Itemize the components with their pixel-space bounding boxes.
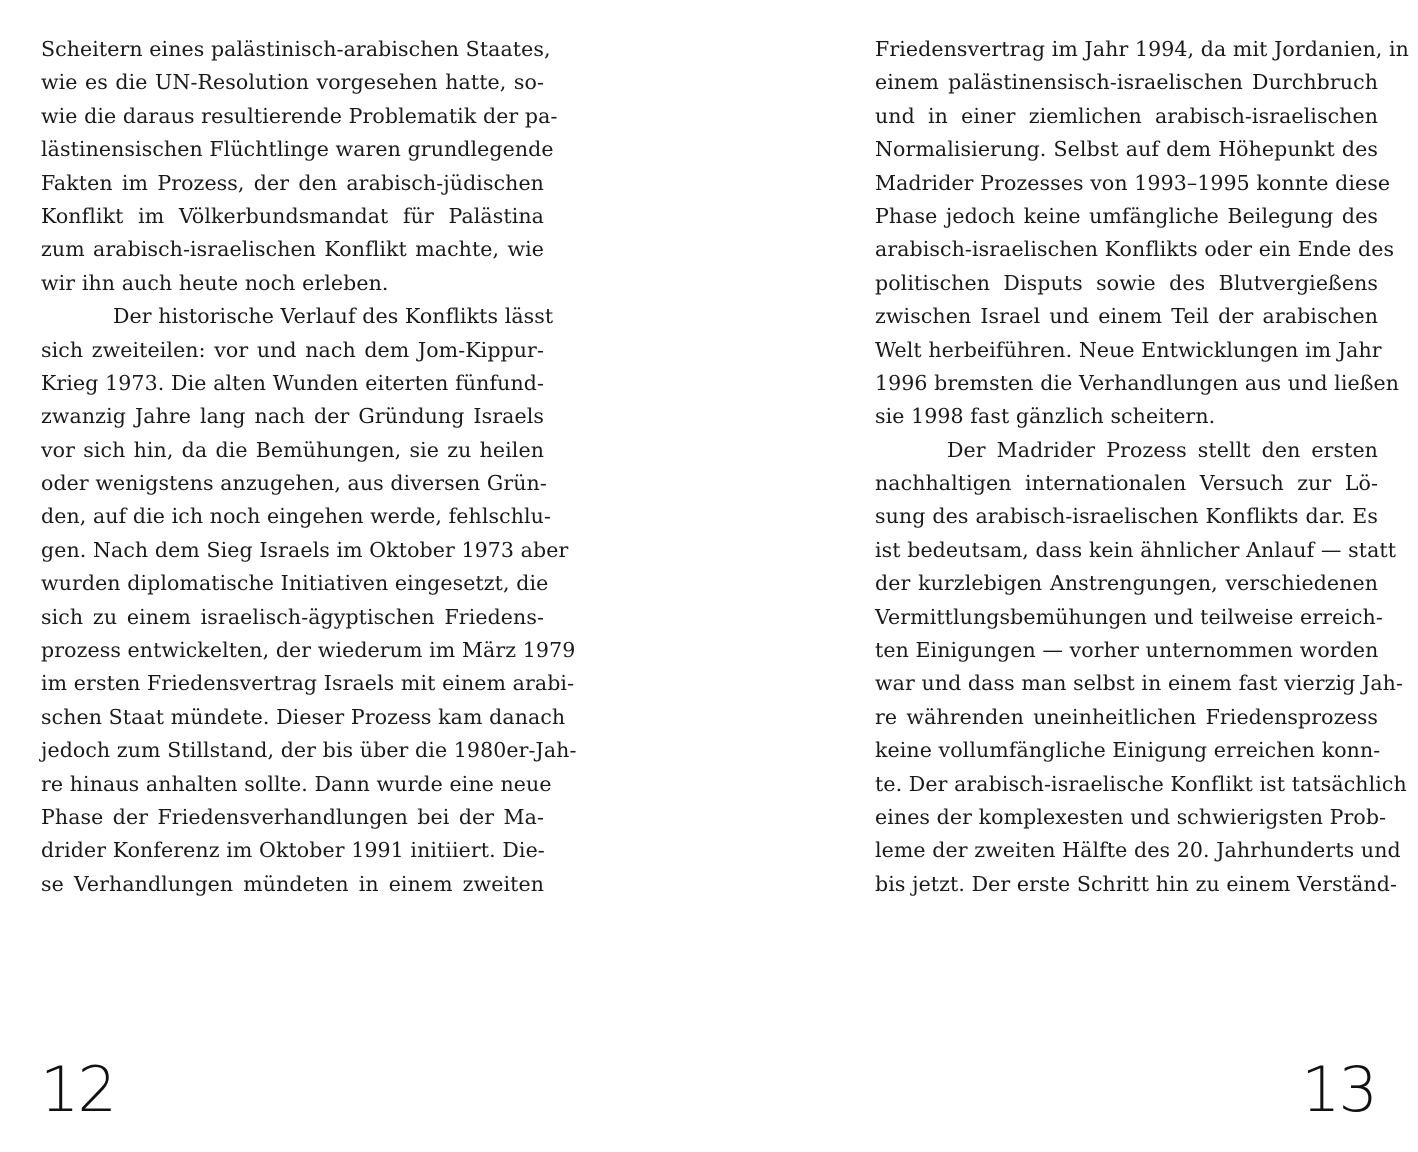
text-line: prozess entwickelten, der wiederum im März 1979 [41,638,576,663]
paragraph-start-line: Der Madrider Prozess stellt den ersten [947,437,1378,462]
text-line: sung des arabisch-israelischen Konflikts dar. Es [875,504,1378,529]
text-line: ist bedeutsam, dass kein ähnlicher Anlauf — statt [875,537,1397,562]
text-line: Madrider Prozesses von 1993–1995 konnte diese [875,170,1391,195]
text-line: war und dass man selbst in einem fast vierzig Jah- [875,671,1403,696]
text-line: Friedensvertrag im Jahr 1994, da mit Jordanien, in [875,37,1409,61]
text-line: zwischen Israel und einem Teil der arabischen [875,304,1378,329]
text-line: zum arabisch-israelischen Konflikt machte, wie [41,237,544,262]
text-line: re hinaus anhalten sollte. Dann wurde eine neue [41,771,552,796]
text-line: Konflikt im Völkerbundsmandat für Palästina [41,203,544,228]
text-line: politischen Disputs sowie des Blutvergießens [875,270,1378,295]
text-line: der kurzlebigen Anstrengungen, verschiedenen [875,571,1378,596]
text-line: gen. Nach dem Sieg Israels im Oktober 1973 aber [41,537,569,562]
text-line: im ersten Friedensvertrag Israels mit einem arabi- [41,671,575,696]
page-number-right: 13 [1301,1053,1376,1126]
left-page-body [41,33,577,901]
text-line: lästinensischen Flüchtlinge waren grundlegende [41,137,554,162]
text-line: eines der komplexesten und schwierigsten Prob- [875,804,1387,829]
text-line: Phase der Friedensverhandlungen bei der Ma- [41,804,544,829]
text-line: sich zweiteilen: vor und nach dem Jom-Kippur- [41,337,544,362]
text-line: sich zu einem israelisch-ägyptischen Friedens- [41,604,544,629]
text-line: Normalisierung. Selbst auf dem Höhepunkt des [875,137,1378,162]
text-line: se Verhandlungen mündeten in einem zweiten [41,871,544,896]
text-line: 1996 bremsten die Verhandlungen aus und ließen [875,370,1400,395]
text-line: einem palästinensisch-israelischen Durchbruch [875,70,1378,95]
text-line: nachhaltigen internationalen Versuch zur Lö- [875,471,1378,496]
text-line: den, auf die ich noch eingehen werde, fehlschlu- [41,504,551,529]
paragraph-start-line: Der historische Verlauf des Konflikts lässt [113,304,554,329]
text-line: re währenden uneinheitlichen Friedensprozess [875,704,1378,729]
right-page [709,0,1418,1152]
text-line: sie 1998 fast gänzlich scheitern. [875,404,1216,429]
text-line: arabisch-israelischen Konflikts oder ein Ende des [875,237,1395,262]
text-line: oder wenigstens anzugehen, aus diversen Grün- [41,471,547,496]
page-number-left: 12 [40,1053,115,1126]
text-line: und in einer ziemlichen arabisch-israelischen [875,103,1378,128]
text-line: wir ihn auch heute noch erleben. [41,270,389,295]
text-line: Scheitern eines palästinisch-arabischen Staates, [41,37,551,61]
text-line: Welt herbeiführen. Neue Entwicklungen im Jahr [875,337,1382,362]
text-line: Vermittlungsbemühungen und teilweise erreich- [875,604,1383,629]
text-line: Fakten im Prozess, der den arabisch-jüdischen [41,170,544,195]
text-line: Krieg 1973. Die alten Wunden eiterten fünfund- [41,370,544,395]
text-line: wie die daraus resultierende Problematik der pa- [41,103,558,128]
text-line: ten Einigungen — vorher unternommen worden [875,638,1379,663]
text-line: drider Konferenz im Oktober 1991 initiiert. Die- [41,838,545,863]
text-line: bis jetzt. Der erste Schritt hin zu einem Verständ- [875,871,1397,896]
text-line: wie es die UN-Resolution vorgesehen hatte, so- [41,70,544,95]
text-line: te. Der arabisch-israelische Konflikt ist tatsächlich [875,771,1407,796]
right-page-body [875,33,1409,901]
text-line: schen Staat mündete. Dieser Prozess kam danach [41,704,566,729]
text-line: keine vollumfängliche Einigung erreichen konn- [875,738,1381,763]
text-line: vor sich hin, da die Bemühungen, sie zu heilen [41,437,544,462]
text-line: Phase jedoch keine umfängliche Beilegung des [875,203,1378,228]
text-line: zwanzig Jahre lang nach der Gründung Israels [41,404,544,429]
text-line: wurden diplomatische Initiativen eingesetzt, die [41,571,549,596]
text-line: jedoch zum Stillstand, der bis über die 1980er-Jah- [41,738,577,763]
text-line: leme der zweiten Hälfte des 20. Jahrhunderts und [875,838,1401,863]
